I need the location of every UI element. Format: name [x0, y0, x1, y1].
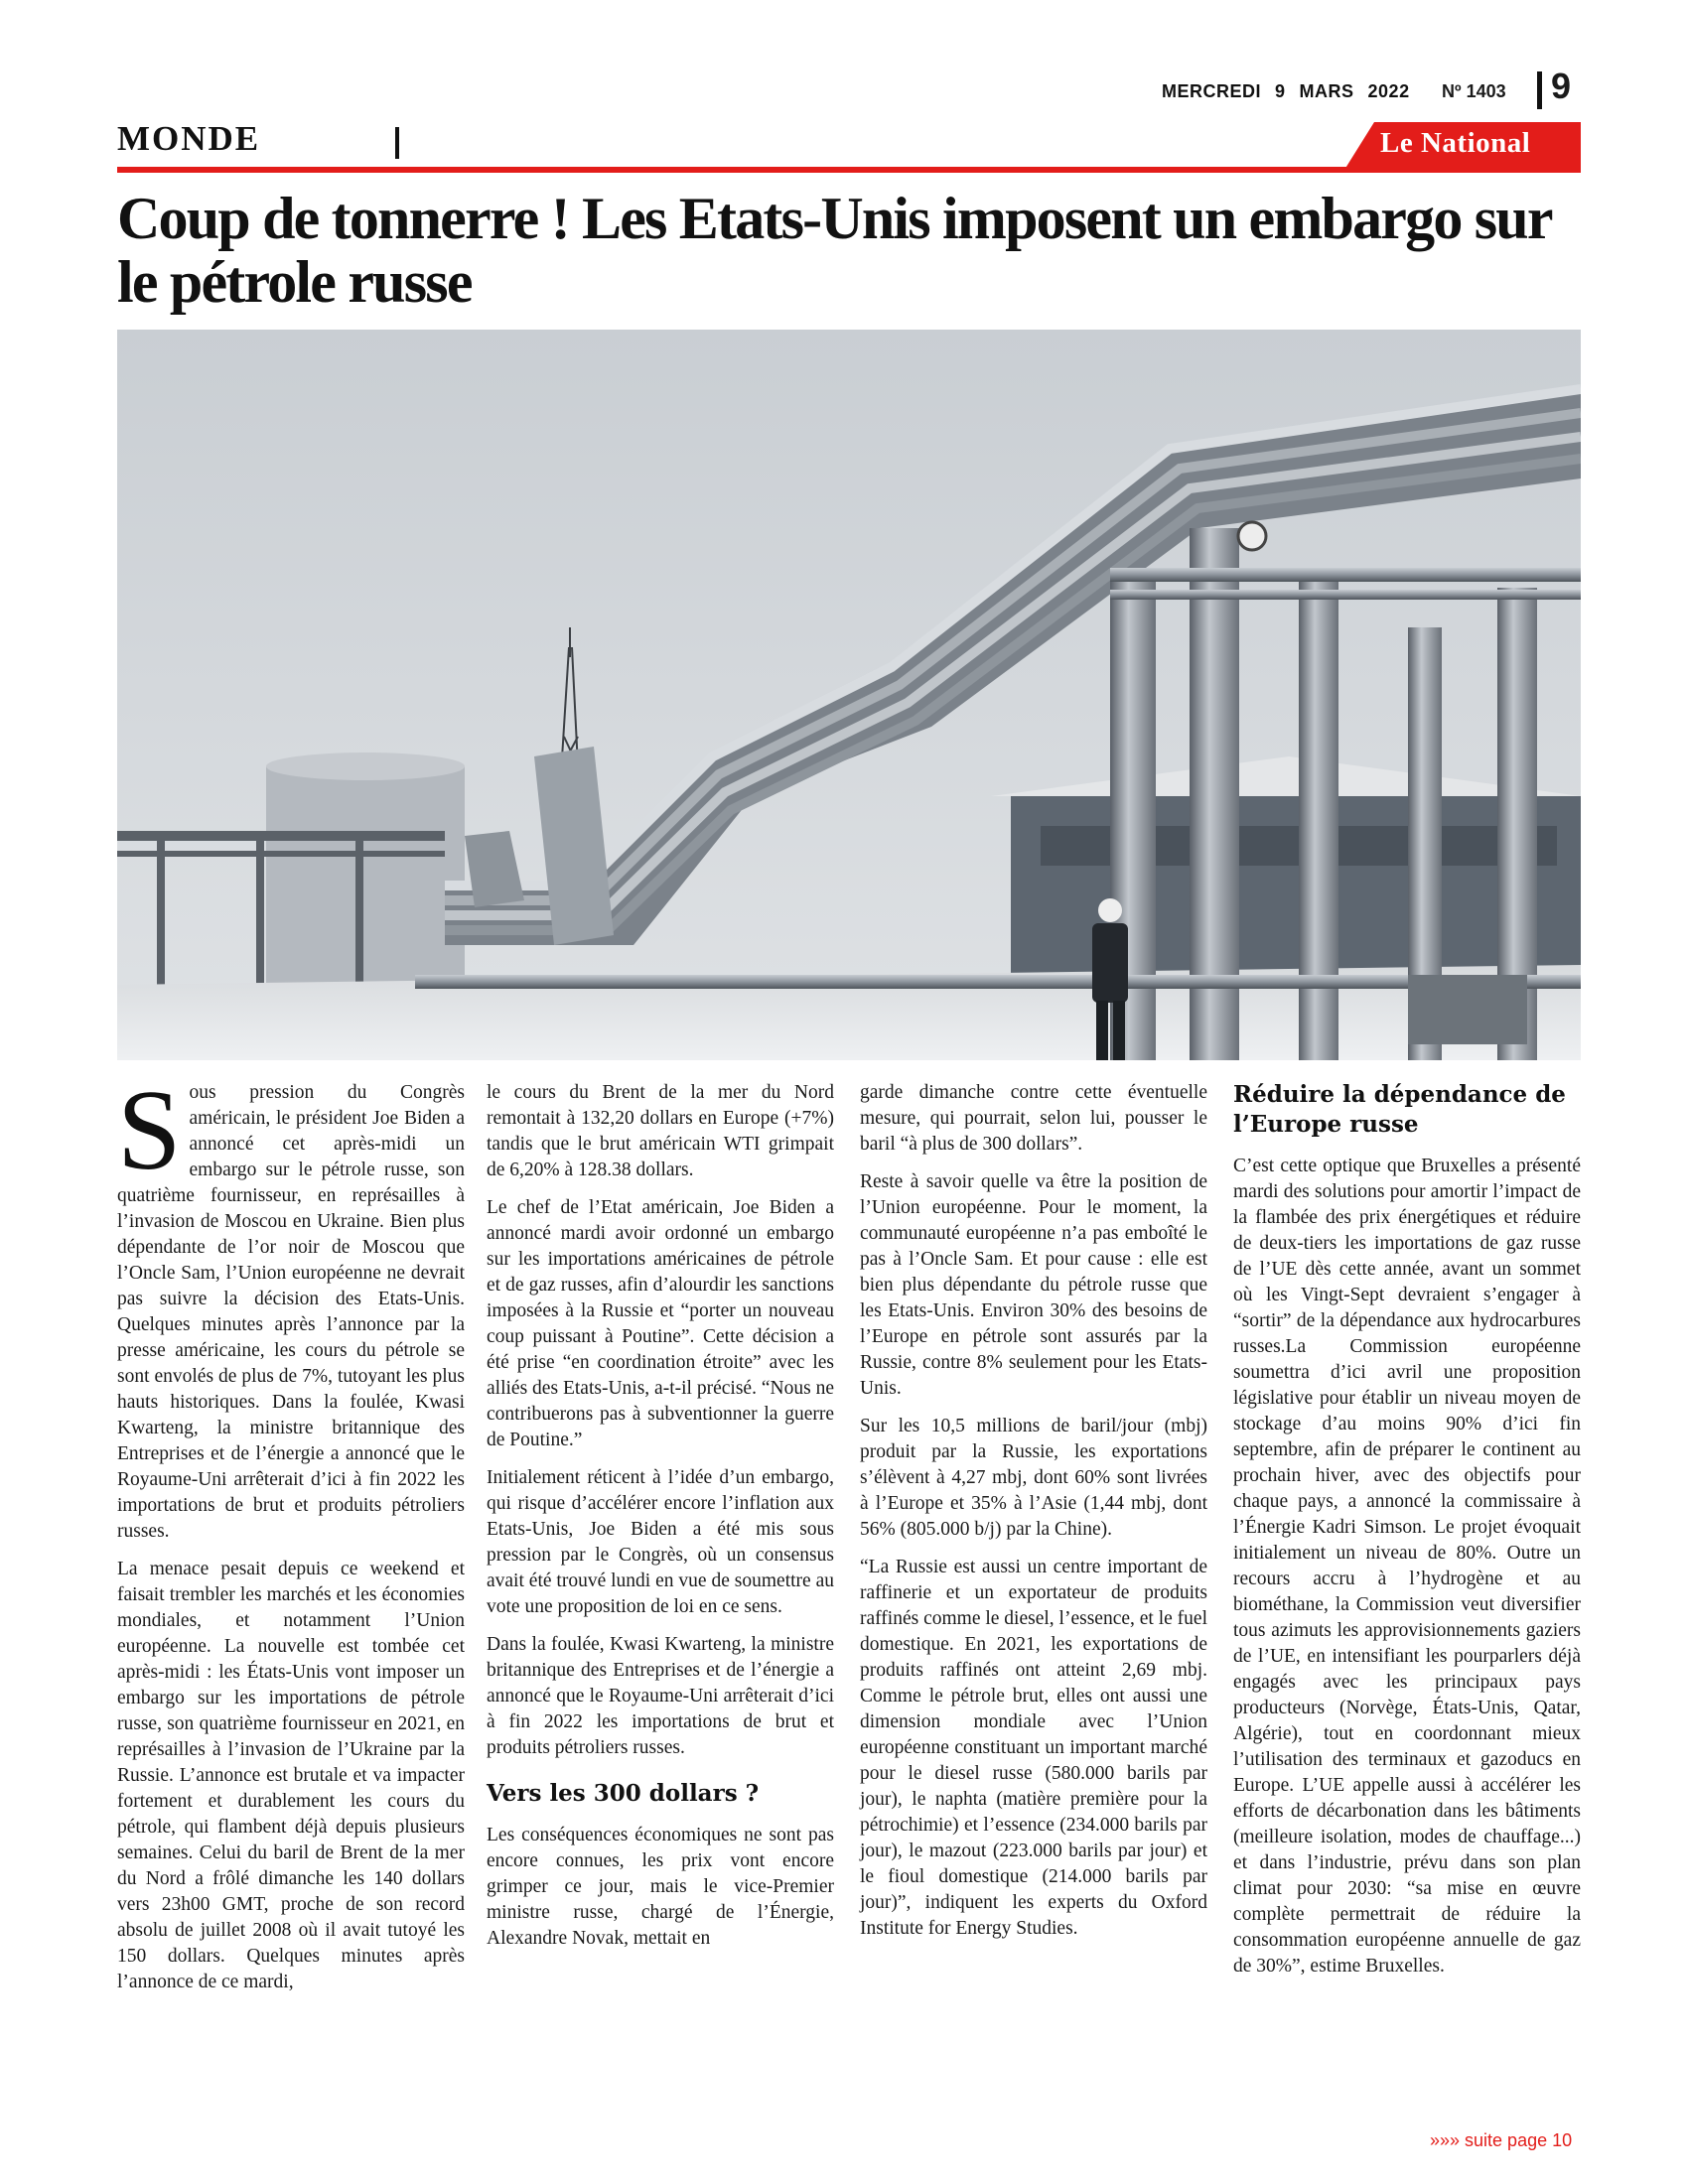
header-rule [117, 167, 1581, 173]
issue-year: 2022 [1367, 81, 1410, 101]
paragraph [117, 1067, 465, 1545]
article-headline: Coup de tonnerre ! Les Etats-Unis imposent un embargo sur le pétrole russe [117, 186, 1551, 315]
page-number: 9 [1551, 66, 1572, 106]
issue-number: Nº 1403 [1442, 81, 1506, 101]
paragraph: La menace pesait depuis ce weekend et faisait trembler les marchés et les économies mondiales, et notamment l’Union européenne. La nouvelle est tombée cet après-midi : les États-Unis vont imposer un embargo sur les importations de pétrole russe, son quatrième fournisseur en 2021, en représailles à l’invasion de l’Ukraine par la Russie. L’annonce est brutale et va impacter fortement et durablement les cours du pétrole, qui flambent déjà depuis plusieurs semaines. Celui du baril de Brent de la mer du Nord a frôlé dimanche les 140 dollars vers 23h00 GMT, proche de son record absolu de juillet 2008 où il avait tutoyé les 150 dollars. Quelques minutes après l’annonce de ce mardi, [117, 1559, 465, 1992]
paragraph: “La Russie est aussi un centre important de raffinerie et un exportateur de produits raffinés comme le diesel, l’essence, et le fuel domestique. En 2021, les exportations de produits raffinés ont atteint 2,69 mbj. Comme le pétrole brut, elles ont aussi une dimension mondiale avec l’Union européenne constituant un important marché pour le diesel russe (580.000 barils par jour), le naphta (matière première pour la pétrochimie) et l’essence (234.000 barils par jour), le mazout (223.000 barils par jour) et le fioul domestique (214.000 barils par jour)”, indiquent les experts du Oxford Institute for Energy Studies. [860, 1557, 1207, 1939]
continued-link[interactable]: »»» suite page 10 [1430, 2130, 1573, 2150]
paragraph: le cours du Brent de la mer du Nord remontait à 132,20 dollars en Europe (+7%) tandis que le brut américain WTI grimpait de 6,20% à 128.38 dollars. [487, 1082, 834, 1180]
section-label: MONDE [117, 119, 261, 158]
paragraph: Dans la foulée, Kwasi Kwarteng, la ministre britannique des Entreprises et de l’énergie a annoncé que le Royaume-Uni arrêterait d’ici à fin 2022 les importations de brut et produits pétroliers russes. [487, 1634, 834, 1758]
article-column-3 [860, 1080, 1207, 1954]
article-column-4 [1233, 1080, 1581, 1991]
paragraph-text: ous pression du Congrès américain, le président Joe Biden a annoncé cet après-midi un embargo sur le pétrole russe, son quatrième fournisseur, en représailles à l’invasion de Moscou en Ukraine. Bien plus dépendante de l’or noir de Moscou que l’Oncle Sam, l’Union européenne ne devrait pas suivre la décision des Etats-Unis. Quelques minutes après l’annonce par la presse américaine, les cours du pétrole se sont envolés de plus de 7%, tutoyant les plus hauts historiques. Dans la foulée, Kwasi Kwarteng, la ministre britannique des Entreprises et de l’énergie a annoncé que le Royaume-Uni arrêterait d’ici à fin 2022 les importations de brut et produits pétroliers russes. [117, 1082, 465, 1542]
subheading: Vers les 300 dollars ? [487, 1780, 760, 1807]
brand-name: Le National [1380, 127, 1531, 159]
issue-month: MARS [1299, 81, 1354, 101]
pipeline-photo-illustration [117, 330, 1581, 1060]
section-divider [395, 127, 399, 159]
article-column-2 [487, 1080, 834, 1964]
paragraph: Reste à savoir quelle va être la position de l’Union européenne. Pour le moment, la communauté européenne n’a pas emboîté le pas à l’Oncle Sam. Et pour cause : elle est bien plus dépendante du pétrole russe que les Etats-Unis. Environ 30% des besoins de l’Europe en pétrole sont assurés par la Russie, contre 8% seulement pour les Etats-Unis. [860, 1171, 1207, 1399]
paragraph: garde dimanche contre cette éventuelle mesure, qui pourrait, selon lui, pousser le baril “à plus de 300 dollars”. [860, 1082, 1207, 1155]
issue-day: MERCREDI [1162, 81, 1262, 101]
paragraph: Les conséquences économiques ne sont pas encore connues, les prix vont encore grimper ce jour, mais le vice-Premier ministre russe, chargé de l’Énergie, Alexandre Novak, mettait en [487, 1825, 834, 1949]
article-photo [117, 330, 1581, 1060]
paragraph: Initialement réticent à l’idée d’un embargo, qui risque d’accélérer encore l’inflation aux Etats-Unis, Joe Biden a été mis sous pression par le Congrès, où un consensus avait été trouvé lundi en vue de soumettre au vote une proposition de loi en ce sens. [487, 1467, 834, 1617]
paragraph: Sur les 10,5 millions de baril/jour (mbj) produit par la Russie, les exportations s’élèvent à 4,27 mbj, dont 60% sont livrées à l’Europe et 35% à l’Asie (1,44 mbj, dont 56% (805.000 b/j) par la Chine). [860, 1416, 1207, 1540]
paragraph: Le chef de l’Etat américain, Joe Biden a annoncé mardi avoir ordonné un embargo sur les importations américaines de pétrole et de gaz russes, afin d’alourdir les sanctions imposées à la Russie et “porter un nouveau coup puissant à Poutine”. Cette décision a été prise “en coordination étroite” avec les alliés des Etats-Unis, a-t-il précisé. “Nous ne contribuerons pas à subventionner la guerre de Poutine.” [487, 1197, 834, 1450]
header-divider [1537, 71, 1542, 109]
drop-cap: S [117, 1067, 182, 1194]
issue-date-num: 9 [1275, 81, 1286, 101]
paragraph: C’est cette optique que Bruxelles a présenté mardi des solutions pour amortir l’impact de la flambée des prix énergétiques et réduire de deux-tiers les importations de gaz russe de l’UE dès cette année, avant un sommet où les Vingt-Sept devraient s’engager à “sortir” de la dépendance aux hydrocarbures russes.La Commission européenne soumettra d’ici avril une proposition législative pour établir un niveau moyen de stockage d’au moins 90% d’ici fin septembre, afin de préparer le continent au prochain hiver, avec des objectifs pour chaque pays, a annoncé la commissaire à l’Énergie Kadri Simson. Le projet évoquait initialement un niveau de 80%. Outre un recours accru à l’hydrogène et au biométhane, la Commission veut diversifier tous azimuts les approvisionnements gaziers de l’UE, en intensifiant les pourparlers déjà engagés avec les principaux pays producteurs (Norvège, États-Unis, Qatar, Algérie), tout en coordonnant mieux l’utilisation des terminaux et gazoducs en Europe. L’UE appelle aussi à accélérer les efforts de décarbonation dans les bâtiments (meilleure isolation, modes de chauffage...) et dans l’industrie, prévu dans son plan climat pour 2030: “sa mise en œuvre complète permettrait de réduire la consommation européenne annuelle de gaz de 30%”, estime Bruxelles. [1233, 1156, 1581, 1977]
issue-date [1162, 81, 1424, 102]
article-column-1 [117, 1067, 465, 2007]
subheading: Réduire la dépendance de l’Europe russe [1233, 1081, 1566, 1138]
